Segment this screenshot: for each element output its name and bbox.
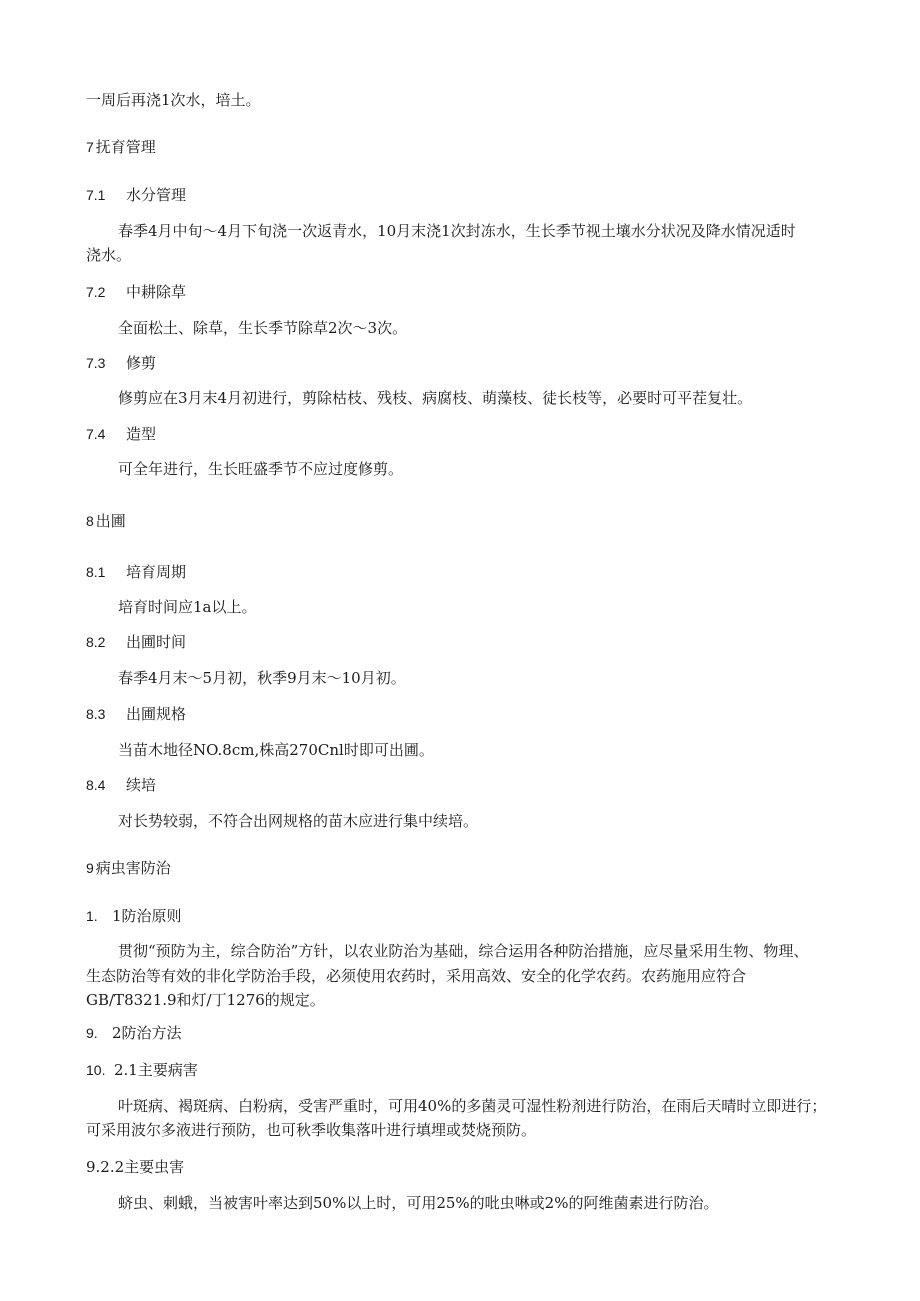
paragraph-line: 全面松土、除草，生长季节除草2次～3次。	[118, 319, 408, 337]
paragraph-line: 培育时间应1a以上。	[118, 598, 257, 616]
paragraph-line: 贯彻“预防为主，综合防治”方针，以农业防治为基础，综合运用各种防治措施，应尽量采用生物、物理、	[118, 942, 809, 960]
paragraph-line: 蛴虫、刺蛾，当被害叶率达到50%以上时，可用25%的吡虫啉或2%的阿维菌素进行防治。	[118, 1194, 719, 1212]
section-heading-8: 8 出圃	[86, 512, 126, 530]
section-heading-9: 9 病虫害防治	[86, 859, 171, 877]
section-heading-7: 7 抚育管理	[86, 138, 156, 156]
subsection-heading-8-4: 8.4 续培	[86, 776, 157, 794]
paragraph-line: 可全年进行，生长旺盛季节不应过度修剪。	[118, 460, 404, 478]
subsection-heading-9-1: 1. 1防治原则	[86, 907, 182, 925]
paragraph-line: 叶斑病、褐斑病、白粉病，受害严重时，可用40%的多菌灵可湿性粉剂进行防治，在雨后天晴时立即进行；	[118, 1097, 827, 1115]
paragraph-line: 春季4月末～5月初，秋季9月末～10月初。	[118, 669, 406, 687]
subsection-heading-9-2-1: 10. 2.1主要病害	[86, 1061, 198, 1079]
subsection-heading-7-2: 7.2 中耕除草	[86, 283, 187, 301]
subsection-heading-8-2: 8.2 出圃时间	[86, 633, 187, 651]
paragraph-line: 当苗木地径NO.8cm,株高270Cnl时即可出圃。	[118, 741, 434, 759]
subsection-heading-7-4: 7.4 造型	[86, 425, 157, 443]
paragraph-line: 对长势较弱，不符合出网规格的苗木应进行集中续培。	[118, 812, 479, 830]
paragraph-line: 一周后再浇1次水，培土。	[86, 91, 261, 109]
subsection-heading-7-1: 7.1 水分管理	[86, 186, 187, 204]
subsection-heading-8-3: 8.3 出圃规格	[86, 705, 187, 723]
paragraph-line: 生态防治等有效的非化学防治手段，必须使用农药时，采用高效、安全的化学农药。农药施用应符合	[86, 967, 747, 985]
paragraph-line: 可采用波尔多液进行预防，也可秋季收集落叶进行填埋或焚烧预防。	[86, 1121, 537, 1139]
subsection-heading-9-2-2: 9.2.2主要虫害	[86, 1158, 185, 1176]
subsection-heading-7-3: 7.3 修剪	[86, 354, 157, 372]
subsection-heading-9-2: 9. 2防治方法	[86, 1024, 182, 1042]
paragraph-line: 修剪应在3月末4月初进行，剪除枯枝、残枝、病腐枝、萌藻枝、徒长枝等，必要时可平茬复壮。	[118, 389, 753, 407]
paragraph-line: GB/T8321.9和灯/丁1276的规定。	[86, 991, 325, 1009]
paragraph-line: 春季4月中旬～4月下旬浇一次返青水，10月末浇1次封冻水，生长季节视土壤水分状况及降水情况适时	[118, 222, 796, 240]
paragraph-line: 浇水。	[86, 246, 132, 264]
subsection-heading-8-1: 8.1 培育周期	[86, 563, 187, 581]
